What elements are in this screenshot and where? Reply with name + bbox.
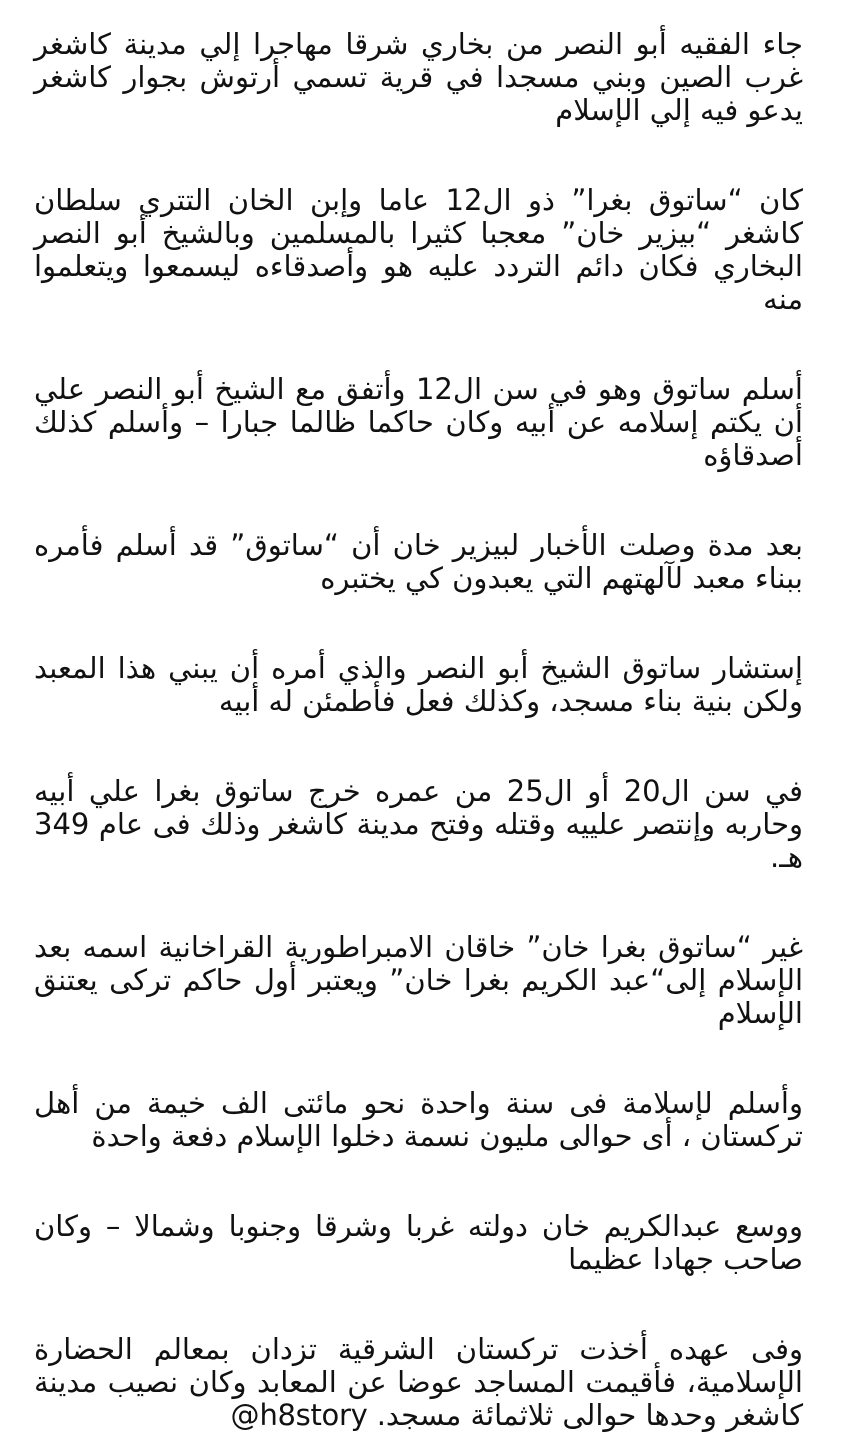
paragraph-5 [34, 652, 803, 718]
paragraph-3-text: أسلم ساتوق وهو في سن ال12 وأتفق مع الشيخ أبو النصر علي أن يكتم إسلامه عن أبيه وكان حاكما ظالما جبارا – وأسلم كذلك أصدقاؤه [34, 372, 803, 472]
paragraph-6-text: في سن ال20 أو ال25 من عمره خرج ساتوق بغرا علي أبيه وحاربه وإنتصر علييه وقتله وفتح مدينة كاشغر وذلك فى عام 349 هـ. [34, 774, 803, 874]
paragraph-10-text: وفى عهده أخذت تركستان الشرقية تزدان بمعالم الحضارة الإسلامية، فأقيمت المساجد عوضا عن المعابد وكان نصيب مدينة كاشغر وحدها حوالى ثلاثمائة مسجد. [34, 1332, 803, 1432]
paragraph-1-text: جاء الفقيه أبو النصر من بخاري شرقا مهاجرا إلي مدينة كاشغر غرب الصين وبني مسجدا في قرية تسمي أرتوش بجوار كاشغر يدعو فيه إلي الإسلام [34, 27, 803, 127]
paragraph-4 [34, 529, 803, 595]
paragraph-1 [34, 28, 803, 127]
paragraph-9 [34, 1210, 803, 1276]
paragraph-5-text: إستشار ساتوق الشيخ أبو النصر والذي أمره أن يبني هذا المعبد ولكن بنية بناء مسجد، وكذلك فعل فأطمئن له أبيه [34, 651, 803, 718]
paragraph-4-text: بعد مدة وصلت الأخبار لبيزير خان أن “ساتوق” قد أسلم فأمره ببناء معبد لآلهتهم التي يعبدون كي يختبره [34, 528, 803, 595]
paragraph-8 [34, 1087, 803, 1153]
paragraph-8-text: وأسلم لإسلامة فى سنة واحدة نحو مائتى الف خيمة من أهل تركستان ، أى حوالى مليون نسمة دخلوا الإسلام دفعة واحدة [34, 1086, 803, 1153]
paragraph-7-text: غير “ساتوق بغرا خان” خاقان الامبراطورية القراخانية اسمه بعد الإسلام إلى“عبد الكريم بغرا خان” ويعتبر أول حاكم تركى يعتنق الإسلام [34, 930, 803, 1030]
paragraph-2-text: كان “ساتوق بغرا” ذو ال12 عاما وإبن الخان التتري سلطان كاشغر “بيزير خان” معجبا كثيرا بالمسلمين وبالشيخ أبو النصر البخاري فكان دائم التردد عليه هو وأصدقاءه ليسمعوا ويتعلموا منه [34, 183, 803, 316]
paragraph-10 [34, 1333, 803, 1432]
author-handle: @h8story [230, 1398, 368, 1432]
paragraph-3 [34, 373, 803, 472]
paragraph-9-text: ووسع عبدالكريم خان دولته غربا وشرقا وجنوبا وشمالا – وكان صاحب جهادا عظيما [34, 1209, 803, 1276]
paragraph-2 [34, 184, 803, 316]
paragraph-7 [34, 931, 803, 1030]
paragraph-6 [34, 775, 803, 874]
